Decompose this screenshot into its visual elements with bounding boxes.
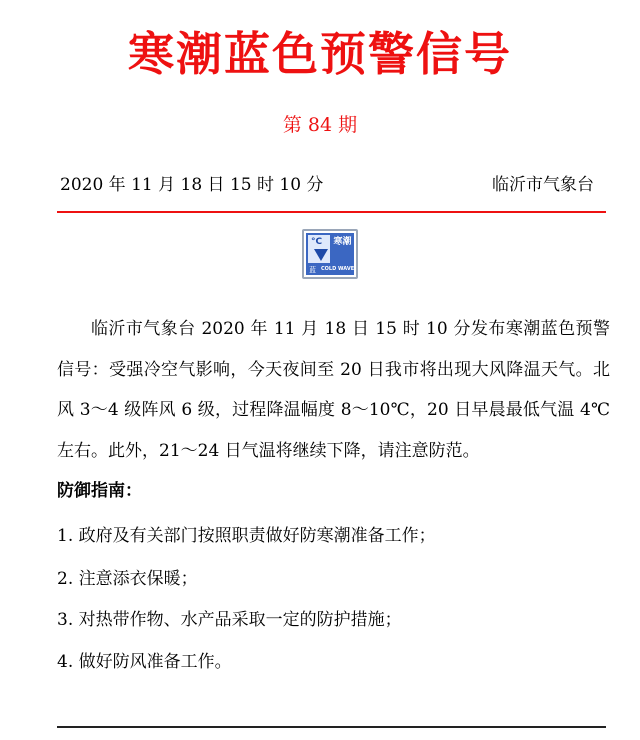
thermometer-panel <box>308 235 330 263</box>
guide-item: 2. 注意添衣保暖； <box>57 569 198 589</box>
signal-icon-background <box>306 233 354 275</box>
down-arrow-icon <box>314 249 328 261</box>
issuing-agency: 临沂市气象台 <box>492 175 594 195</box>
guide-item: 1. 政府及有关部门按照职责做好防寒潮准备工作； <box>57 526 436 546</box>
cold-wave-blue-signal-icon <box>302 229 358 279</box>
signal-icon-hanchao: 寒潮 <box>333 237 352 247</box>
meta-row <box>60 170 594 195</box>
warning-paragraph: 临沂市气象台 2020 年 11 月 18 日 15 时 10 分发布寒潮蓝色预警信号：受强冷空气影响，今天夜间至 20 日我市将出现大风降温天气。北风 3～4 级阵风 6 级，过程降温幅度 8～10℃，20 日早晨最低气温 4℃左右。此外，21～24 日气温将继续下降，请注意防范。 <box>57 319 610 461</box>
issue-number: 第 84 期 <box>282 114 358 136</box>
page-title: 寒潮蓝色预警信号 <box>128 27 512 81</box>
guide-item: 3. 对热带作物、水产品采取一定的防护措施； <box>57 610 402 630</box>
signal-icon-english: COLD WAVE <box>321 266 355 272</box>
signal-icon-level: 蓝 <box>309 266 316 274</box>
red-divider <box>57 211 606 213</box>
bottom-divider <box>57 726 606 728</box>
issue-datetime: 2020 年 11 月 18 日 15 时 10 分 <box>60 175 324 195</box>
degree-label: °C <box>311 237 323 247</box>
guide-item: 4. 做好防风准备工作。 <box>57 652 232 672</box>
guide-heading: 防御指南： <box>57 481 142 501</box>
